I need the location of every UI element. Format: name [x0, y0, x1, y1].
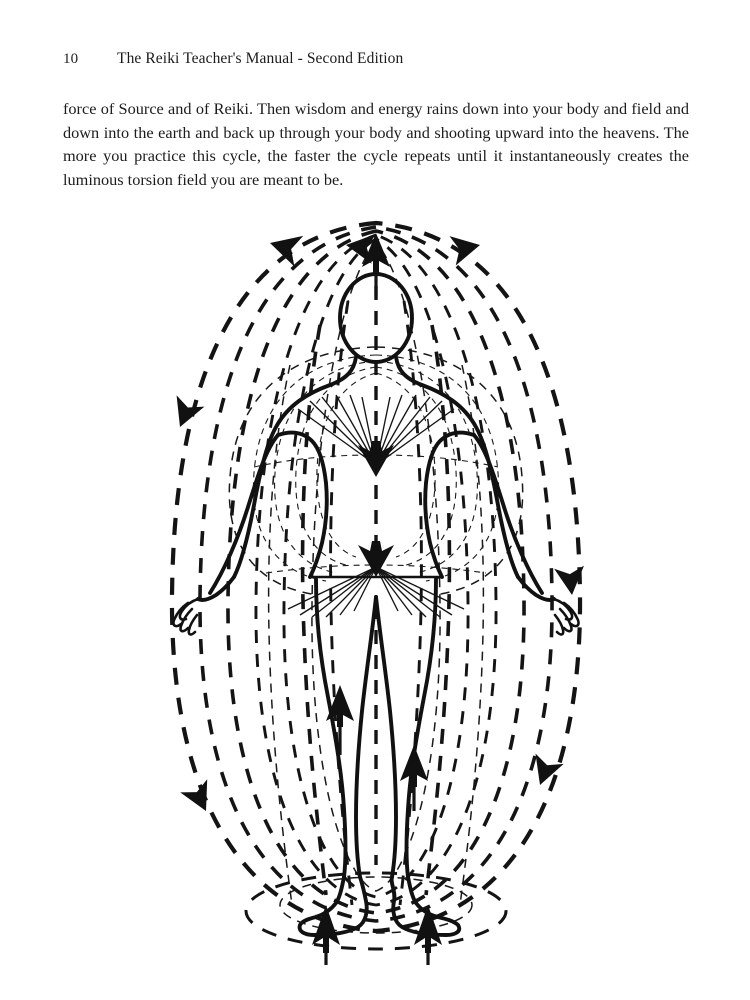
body-text: [63, 97, 689, 191]
earth-inflow-left-arrow: [312, 905, 340, 965]
pelvis-inflow-arrow: [358, 541, 394, 577]
top-left-outflow-arrow: [266, 228, 304, 267]
left-leg-upflow-arrow: [326, 685, 354, 755]
ground-plane: [246, 873, 506, 949]
earth-inflow-right-arrow: [414, 905, 442, 965]
torsion-field-figure: [150, 205, 602, 975]
page-number: 10: [63, 51, 79, 67]
right-upper-downflow-arrow: [554, 566, 587, 597]
left-upper-downflow-arrow: [166, 395, 204, 432]
chest-inflow-arrow: [358, 441, 394, 477]
right-leg-upflow-arrow: [400, 745, 428, 811]
body-paragraph: force of Source and of Reiki. Then wisdom and energy rains down into your body and field and down into the earth and back up through your body and shooting upward into the heavens. The more you practice this cycle, the faster the cycle repeats until it instantaneously creates the luminous torsion field you are meant to be.: [63, 99, 689, 189]
running-head-title: The Reiki Teacher's Manual - Second Edition: [117, 50, 404, 67]
running-head: [63, 50, 687, 76]
right-lower-downflow-arrow: [526, 754, 564, 791]
left-lower-downflow-arrow: [180, 779, 219, 817]
